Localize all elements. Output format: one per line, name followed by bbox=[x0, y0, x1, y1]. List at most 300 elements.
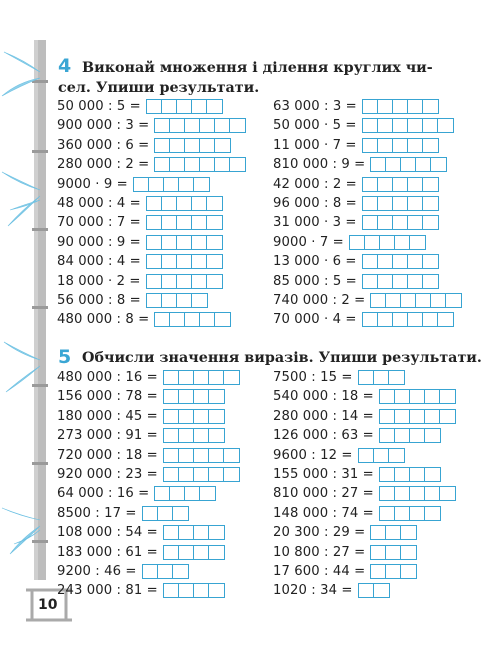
answer-digit-cell[interactable] bbox=[215, 119, 230, 132]
answer-digit-cell[interactable] bbox=[194, 468, 209, 481]
answer-digit-cell[interactable] bbox=[207, 255, 222, 268]
answer-boxes[interactable] bbox=[146, 254, 223, 269]
answer-digit-cell[interactable] bbox=[164, 371, 179, 384]
problem-expression: 31 000 · 3 = bbox=[273, 215, 357, 231]
answer-boxes[interactable] bbox=[379, 409, 456, 424]
problem-expression: 10 800 : 27 = bbox=[273, 544, 366, 560]
answer-digit-cell[interactable] bbox=[185, 158, 200, 171]
answer-digit-cell[interactable] bbox=[177, 100, 192, 113]
answer-digit-cell[interactable] bbox=[440, 390, 455, 403]
answer-digit-cell[interactable] bbox=[179, 526, 194, 539]
answer-digit-cell[interactable] bbox=[423, 100, 438, 113]
problem-row bbox=[57, 156, 246, 173]
answer-digit-cell[interactable] bbox=[179, 449, 194, 462]
problem-row bbox=[57, 505, 189, 522]
answer-digit-cell[interactable] bbox=[149, 178, 164, 191]
problem-expression: 50 000 · 5 = bbox=[273, 118, 357, 134]
answer-digit-cell[interactable] bbox=[164, 410, 179, 423]
problem-row bbox=[57, 253, 223, 270]
answer-digit-cell[interactable] bbox=[363, 197, 378, 210]
answer-digit-cell[interactable] bbox=[194, 526, 209, 539]
answer-digit-cell[interactable] bbox=[408, 216, 423, 229]
answer-digit-cell[interactable] bbox=[359, 584, 374, 597]
answer-digit-cell[interactable] bbox=[393, 197, 408, 210]
answer-digit-cell[interactable] bbox=[207, 197, 222, 210]
answer-digit-cell[interactable] bbox=[192, 216, 207, 229]
answer-digit-cell[interactable] bbox=[378, 178, 393, 191]
answer-digit-cell[interactable] bbox=[164, 449, 179, 462]
answer-digit-cell[interactable] bbox=[170, 139, 185, 152]
answer-digit-cell[interactable] bbox=[209, 449, 224, 462]
answer-digit-cell[interactable] bbox=[177, 255, 192, 268]
answer-digit-cell[interactable] bbox=[194, 371, 209, 384]
answer-digit-cell[interactable] bbox=[423, 119, 438, 132]
problem-row bbox=[273, 234, 426, 251]
answer-digit-cell[interactable] bbox=[425, 410, 440, 423]
answer-digit-cell[interactable] bbox=[416, 158, 431, 171]
answer-digit-cell[interactable] bbox=[423, 313, 438, 326]
answer-digit-cell[interactable] bbox=[380, 429, 395, 442]
answer-boxes[interactable] bbox=[379, 486, 456, 501]
answer-digit-cell[interactable] bbox=[177, 275, 192, 288]
answer-digit-cell[interactable] bbox=[209, 410, 224, 423]
problem-row bbox=[57, 273, 223, 290]
problem-expression: 42 000 : 2 = bbox=[273, 176, 357, 192]
answer-digit-cell[interactable] bbox=[408, 275, 423, 288]
answer-digit-cell[interactable] bbox=[395, 429, 410, 442]
answer-digit-cell[interactable] bbox=[200, 313, 215, 326]
answer-digit-cell[interactable] bbox=[446, 294, 461, 307]
answer-digit-cell[interactable] bbox=[185, 139, 200, 152]
answer-boxes[interactable] bbox=[362, 118, 454, 133]
answer-digit-cell[interactable] bbox=[173, 507, 188, 520]
answer-digit-cell[interactable] bbox=[425, 429, 440, 442]
answer-digit-cell[interactable] bbox=[207, 216, 222, 229]
answer-digit-cell[interactable] bbox=[209, 526, 224, 539]
answer-digit-cell[interactable] bbox=[173, 565, 188, 578]
answer-digit-cell[interactable] bbox=[408, 119, 423, 132]
answer-boxes[interactable] bbox=[146, 274, 223, 289]
problem-row bbox=[273, 369, 405, 386]
answer-digit-cell[interactable] bbox=[207, 100, 222, 113]
answer-boxes[interactable] bbox=[370, 157, 447, 172]
problem-expression: 720 000 : 18 = bbox=[57, 447, 158, 463]
answer-digit-cell[interactable] bbox=[438, 313, 453, 326]
answer-digit-cell[interactable] bbox=[215, 139, 230, 152]
answer-digit-cell[interactable] bbox=[393, 178, 408, 191]
answer-digit-cell[interactable] bbox=[380, 507, 395, 520]
answer-digit-cell[interactable] bbox=[185, 313, 200, 326]
answer-digit-cell[interactable] bbox=[147, 255, 162, 268]
answer-boxes[interactable] bbox=[358, 448, 405, 463]
answer-digit-cell[interactable] bbox=[380, 410, 395, 423]
answer-digit-cell[interactable] bbox=[395, 410, 410, 423]
answer-digit-cell[interactable] bbox=[179, 468, 194, 481]
problem-row bbox=[273, 311, 454, 328]
answer-digit-cell[interactable] bbox=[179, 584, 194, 597]
answer-digit-cell[interactable] bbox=[393, 119, 408, 132]
answer-digit-cell[interactable] bbox=[158, 565, 173, 578]
answer-boxes[interactable] bbox=[379, 389, 456, 404]
answer-digit-cell[interactable] bbox=[371, 294, 386, 307]
answer-digit-cell[interactable] bbox=[371, 565, 386, 578]
answer-digit-cell[interactable] bbox=[395, 468, 410, 481]
problem-row bbox=[57, 369, 240, 386]
answer-digit-cell[interactable] bbox=[215, 313, 230, 326]
answer-digit-cell[interactable] bbox=[423, 139, 438, 152]
answer-digit-cell[interactable] bbox=[209, 584, 224, 597]
answer-digit-cell[interactable] bbox=[410, 429, 425, 442]
problem-expression: 84 000 : 4 = bbox=[57, 254, 141, 270]
answer-digit-cell[interactable] bbox=[179, 429, 194, 442]
answer-digit-cell[interactable] bbox=[162, 216, 177, 229]
answer-digit-cell[interactable] bbox=[185, 119, 200, 132]
answer-digit-cell[interactable] bbox=[378, 255, 393, 268]
answer-digit-cell[interactable] bbox=[410, 487, 425, 500]
answer-boxes[interactable] bbox=[146, 235, 223, 250]
answer-boxes[interactable] bbox=[154, 312, 231, 327]
answer-digit-cell[interactable] bbox=[194, 410, 209, 423]
answer-boxes[interactable] bbox=[370, 525, 417, 540]
answer-digit-cell[interactable] bbox=[440, 410, 455, 423]
answer-digit-cell[interactable] bbox=[423, 275, 438, 288]
problem-row bbox=[57, 388, 225, 405]
answer-digit-cell[interactable] bbox=[162, 275, 177, 288]
problem-row bbox=[57, 98, 223, 115]
problem-expression: 9600 : 12 = bbox=[273, 447, 353, 463]
answer-digit-cell[interactable] bbox=[386, 565, 401, 578]
answer-digit-cell[interactable] bbox=[363, 275, 378, 288]
answer-digit-cell[interactable] bbox=[224, 371, 239, 384]
answer-digit-cell[interactable] bbox=[378, 216, 393, 229]
answer-digit-cell[interactable] bbox=[431, 294, 446, 307]
answer-digit-cell[interactable] bbox=[363, 178, 378, 191]
answer-digit-cell[interactable] bbox=[359, 371, 374, 384]
answer-digit-cell[interactable] bbox=[177, 294, 192, 307]
answer-digit-cell[interactable] bbox=[155, 158, 170, 171]
problem-expression: 180 000 : 45 = bbox=[57, 408, 158, 424]
answer-digit-cell[interactable] bbox=[194, 390, 209, 403]
answer-digit-cell[interactable] bbox=[393, 216, 408, 229]
answer-digit-cell[interactable] bbox=[363, 313, 378, 326]
answer-boxes[interactable] bbox=[163, 583, 225, 598]
answer-boxes[interactable] bbox=[146, 99, 223, 114]
answer-digit-cell[interactable] bbox=[177, 197, 192, 210]
answer-boxes[interactable] bbox=[163, 409, 225, 424]
answer-digit-cell[interactable] bbox=[431, 158, 446, 171]
answer-digit-cell[interactable] bbox=[162, 197, 177, 210]
answer-digit-cell[interactable] bbox=[359, 449, 374, 462]
answer-digit-cell[interactable] bbox=[209, 468, 224, 481]
answer-digit-cell[interactable] bbox=[170, 119, 185, 132]
answer-boxes[interactable] bbox=[358, 583, 390, 598]
answer-digit-cell[interactable] bbox=[162, 236, 177, 249]
answer-boxes[interactable] bbox=[362, 215, 439, 230]
answer-digit-cell[interactable] bbox=[155, 313, 170, 326]
answer-digit-cell[interactable] bbox=[371, 158, 386, 171]
answer-digit-cell[interactable] bbox=[143, 565, 158, 578]
problem-expression: 183 000 : 61 = bbox=[57, 544, 158, 560]
answer-digit-cell[interactable] bbox=[155, 119, 170, 132]
answer-digit-cell[interactable] bbox=[224, 449, 239, 462]
answer-digit-cell[interactable] bbox=[401, 158, 416, 171]
answer-digit-cell[interactable] bbox=[170, 313, 185, 326]
answer-digit-cell[interactable] bbox=[209, 371, 224, 384]
answer-digit-cell[interactable] bbox=[192, 255, 207, 268]
answer-digit-cell[interactable] bbox=[170, 158, 185, 171]
problem-row bbox=[273, 156, 447, 173]
problem-row bbox=[273, 253, 439, 270]
answer-digit-cell[interactable] bbox=[371, 526, 386, 539]
answer-boxes[interactable] bbox=[146, 196, 223, 211]
exercise-5-number: 5 bbox=[58, 346, 72, 368]
answer-digit-cell[interactable] bbox=[200, 139, 215, 152]
answer-digit-cell[interactable] bbox=[389, 371, 404, 384]
answer-digit-cell[interactable] bbox=[389, 449, 404, 462]
answer-digit-cell[interactable] bbox=[147, 294, 162, 307]
answer-digit-cell[interactable] bbox=[416, 294, 431, 307]
answer-digit-cell[interactable] bbox=[395, 236, 410, 249]
answer-digit-cell[interactable] bbox=[374, 584, 389, 597]
answer-digit-cell[interactable] bbox=[363, 119, 378, 132]
answer-digit-cell[interactable] bbox=[378, 139, 393, 152]
answer-digit-cell[interactable] bbox=[192, 236, 207, 249]
answer-digit-cell[interactable] bbox=[350, 236, 365, 249]
answer-digit-cell[interactable] bbox=[393, 275, 408, 288]
answer-digit-cell[interactable] bbox=[147, 216, 162, 229]
answer-digit-cell[interactable] bbox=[177, 236, 192, 249]
problem-row bbox=[57, 466, 240, 483]
answer-boxes[interactable] bbox=[163, 428, 225, 443]
answer-digit-cell[interactable] bbox=[374, 371, 389, 384]
answer-digit-cell[interactable] bbox=[185, 487, 200, 500]
answer-digit-cell[interactable] bbox=[363, 139, 378, 152]
answer-boxes[interactable] bbox=[362, 99, 439, 114]
problem-row bbox=[57, 544, 225, 561]
answer-digit-cell[interactable] bbox=[192, 100, 207, 113]
answer-boxes[interactable] bbox=[362, 177, 439, 192]
answer-digit-cell[interactable] bbox=[179, 178, 194, 191]
answer-digit-cell[interactable] bbox=[162, 255, 177, 268]
answer-digit-cell[interactable] bbox=[162, 100, 177, 113]
answer-digit-cell[interactable] bbox=[164, 546, 179, 559]
answer-boxes[interactable] bbox=[142, 564, 189, 579]
answer-digit-cell[interactable] bbox=[194, 449, 209, 462]
answer-digit-cell[interactable] bbox=[170, 487, 185, 500]
answer-digit-cell[interactable] bbox=[164, 526, 179, 539]
answer-digit-cell[interactable] bbox=[215, 158, 230, 171]
problem-row bbox=[273, 214, 439, 231]
answer-digit-cell[interactable] bbox=[147, 236, 162, 249]
answer-digit-cell[interactable] bbox=[164, 468, 179, 481]
answer-digit-cell[interactable] bbox=[408, 197, 423, 210]
answer-digit-cell[interactable] bbox=[378, 119, 393, 132]
answer-digit-cell[interactable] bbox=[194, 584, 209, 597]
exercise-4-instruction-line2: сел. Упиши результати. bbox=[58, 80, 260, 96]
answer-digit-cell[interactable] bbox=[143, 507, 158, 520]
answer-digit-cell[interactable] bbox=[386, 294, 401, 307]
answer-digit-cell[interactable] bbox=[410, 410, 425, 423]
answer-boxes[interactable] bbox=[163, 389, 225, 404]
answer-digit-cell[interactable] bbox=[179, 546, 194, 559]
answer-boxes[interactable] bbox=[379, 506, 441, 521]
answer-digit-cell[interactable] bbox=[393, 139, 408, 152]
answer-digit-cell[interactable] bbox=[209, 429, 224, 442]
answer-digit-cell[interactable] bbox=[192, 275, 207, 288]
answer-boxes[interactable] bbox=[133, 177, 210, 192]
answer-boxes[interactable] bbox=[379, 428, 441, 443]
answer-boxes[interactable] bbox=[146, 215, 223, 230]
answer-boxes[interactable] bbox=[362, 196, 439, 211]
answer-digit-cell[interactable] bbox=[393, 100, 408, 113]
answer-digit-cell[interactable] bbox=[209, 546, 224, 559]
problem-expression: 156 000 : 78 = bbox=[57, 389, 158, 405]
answer-digit-cell[interactable] bbox=[425, 390, 440, 403]
answer-boxes[interactable] bbox=[370, 545, 417, 560]
answer-digit-cell[interactable] bbox=[408, 139, 423, 152]
answer-digit-cell[interactable] bbox=[423, 197, 438, 210]
answer-digit-cell[interactable] bbox=[395, 390, 410, 403]
answer-digit-cell[interactable] bbox=[380, 390, 395, 403]
answer-digit-cell[interactable] bbox=[380, 487, 395, 500]
answer-digit-cell[interactable] bbox=[386, 546, 401, 559]
answer-digit-cell[interactable] bbox=[224, 468, 239, 481]
answer-digit-cell[interactable] bbox=[425, 468, 440, 481]
answer-digit-cell[interactable] bbox=[147, 275, 162, 288]
answer-boxes[interactable] bbox=[142, 506, 189, 521]
answer-digit-cell[interactable] bbox=[365, 236, 380, 249]
answer-digit-cell[interactable] bbox=[200, 487, 215, 500]
answer-digit-cell[interactable] bbox=[192, 294, 207, 307]
answer-digit-cell[interactable] bbox=[147, 100, 162, 113]
answer-digit-cell[interactable] bbox=[408, 100, 423, 113]
problem-row bbox=[57, 427, 225, 444]
answer-digit-cell[interactable] bbox=[230, 158, 245, 171]
answer-digit-cell[interactable] bbox=[393, 255, 408, 268]
answer-digit-cell[interactable] bbox=[425, 507, 440, 520]
problem-row bbox=[57, 524, 225, 541]
answer-digit-cell[interactable] bbox=[363, 100, 378, 113]
answer-digit-cell[interactable] bbox=[207, 275, 222, 288]
answer-digit-cell[interactable] bbox=[200, 158, 215, 171]
answer-boxes[interactable] bbox=[154, 486, 216, 501]
answer-digit-cell[interactable] bbox=[194, 546, 209, 559]
answer-boxes[interactable] bbox=[362, 254, 439, 269]
answer-boxes[interactable] bbox=[349, 235, 426, 250]
answer-digit-cell[interactable] bbox=[410, 468, 425, 481]
answer-digit-cell[interactable] bbox=[440, 487, 455, 500]
answer-boxes[interactable] bbox=[154, 157, 246, 172]
answer-digit-cell[interactable] bbox=[395, 507, 410, 520]
answer-digit-cell[interactable] bbox=[401, 294, 416, 307]
answer-boxes[interactable] bbox=[154, 118, 246, 133]
answer-digit-cell[interactable] bbox=[194, 429, 209, 442]
answer-digit-cell[interactable] bbox=[408, 313, 423, 326]
answer-digit-cell[interactable] bbox=[395, 487, 410, 500]
answer-digit-cell[interactable] bbox=[393, 313, 408, 326]
problem-row bbox=[57, 311, 231, 328]
answer-digit-cell[interactable] bbox=[401, 565, 416, 578]
answer-digit-cell[interactable] bbox=[207, 236, 222, 249]
problem-expression: 13 000 · 6 = bbox=[273, 254, 357, 270]
answer-boxes[interactable] bbox=[163, 525, 225, 540]
answer-digit-cell[interactable] bbox=[386, 526, 401, 539]
answer-boxes[interactable] bbox=[370, 564, 417, 579]
answer-digit-cell[interactable] bbox=[410, 507, 425, 520]
answer-digit-cell[interactable] bbox=[363, 216, 378, 229]
answer-digit-cell[interactable] bbox=[378, 313, 393, 326]
answer-digit-cell[interactable] bbox=[158, 507, 173, 520]
answer-digit-cell[interactable] bbox=[378, 100, 393, 113]
problem-row bbox=[57, 117, 246, 134]
answer-digit-cell[interactable] bbox=[380, 236, 395, 249]
answer-boxes[interactable] bbox=[379, 467, 441, 482]
answer-digit-cell[interactable] bbox=[230, 119, 245, 132]
answer-digit-cell[interactable] bbox=[200, 119, 215, 132]
answer-digit-cell[interactable] bbox=[164, 390, 179, 403]
answer-digit-cell[interactable] bbox=[177, 216, 192, 229]
answer-boxes[interactable] bbox=[358, 370, 405, 385]
answer-digit-cell[interactable] bbox=[155, 487, 170, 500]
answer-boxes[interactable] bbox=[362, 138, 439, 153]
answer-digit-cell[interactable] bbox=[179, 390, 194, 403]
answer-digit-cell[interactable] bbox=[155, 139, 170, 152]
answer-digit-cell[interactable] bbox=[164, 429, 179, 442]
problem-row bbox=[273, 427, 441, 444]
answer-digit-cell[interactable] bbox=[410, 390, 425, 403]
answer-boxes[interactable] bbox=[146, 293, 208, 308]
answer-digit-cell[interactable] bbox=[363, 255, 378, 268]
answer-digit-cell[interactable] bbox=[423, 216, 438, 229]
answer-digit-cell[interactable] bbox=[401, 546, 416, 559]
answer-digit-cell[interactable] bbox=[438, 119, 453, 132]
answer-boxes[interactable] bbox=[154, 138, 231, 153]
answer-digit-cell[interactable] bbox=[162, 294, 177, 307]
answer-digit-cell[interactable] bbox=[371, 546, 386, 559]
answer-digit-cell[interactable] bbox=[378, 275, 393, 288]
answer-digit-cell[interactable] bbox=[179, 371, 194, 384]
answer-digit-cell[interactable] bbox=[209, 390, 224, 403]
answer-digit-cell[interactable] bbox=[378, 197, 393, 210]
answer-digit-cell[interactable] bbox=[425, 487, 440, 500]
answer-digit-cell[interactable] bbox=[134, 178, 149, 191]
answer-digit-cell[interactable] bbox=[179, 410, 194, 423]
problem-expression: 480 000 : 16 = bbox=[57, 370, 158, 385]
answer-boxes[interactable] bbox=[163, 467, 240, 482]
answer-digit-cell[interactable] bbox=[147, 197, 162, 210]
answer-digit-cell[interactable] bbox=[380, 468, 395, 481]
answer-digit-cell[interactable] bbox=[194, 178, 209, 191]
problem-row bbox=[57, 582, 225, 599]
answer-digit-cell[interactable] bbox=[408, 255, 423, 268]
answer-boxes[interactable] bbox=[163, 545, 225, 560]
answer-digit-cell[interactable] bbox=[164, 178, 179, 191]
answer-boxes[interactable] bbox=[362, 312, 454, 327]
answer-digit-cell[interactable] bbox=[164, 584, 179, 597]
answer-boxes[interactable] bbox=[370, 293, 462, 308]
answer-boxes[interactable] bbox=[163, 448, 240, 463]
answer-digit-cell[interactable] bbox=[423, 255, 438, 268]
answer-digit-cell[interactable] bbox=[192, 197, 207, 210]
answer-digit-cell[interactable] bbox=[423, 178, 438, 191]
answer-digit-cell[interactable] bbox=[401, 526, 416, 539]
answer-digit-cell[interactable] bbox=[408, 178, 423, 191]
answer-digit-cell[interactable] bbox=[374, 449, 389, 462]
answer-digit-cell[interactable] bbox=[386, 158, 401, 171]
answer-boxes[interactable] bbox=[362, 274, 439, 289]
answer-digit-cell[interactable] bbox=[410, 236, 425, 249]
answer-boxes[interactable] bbox=[163, 370, 240, 385]
